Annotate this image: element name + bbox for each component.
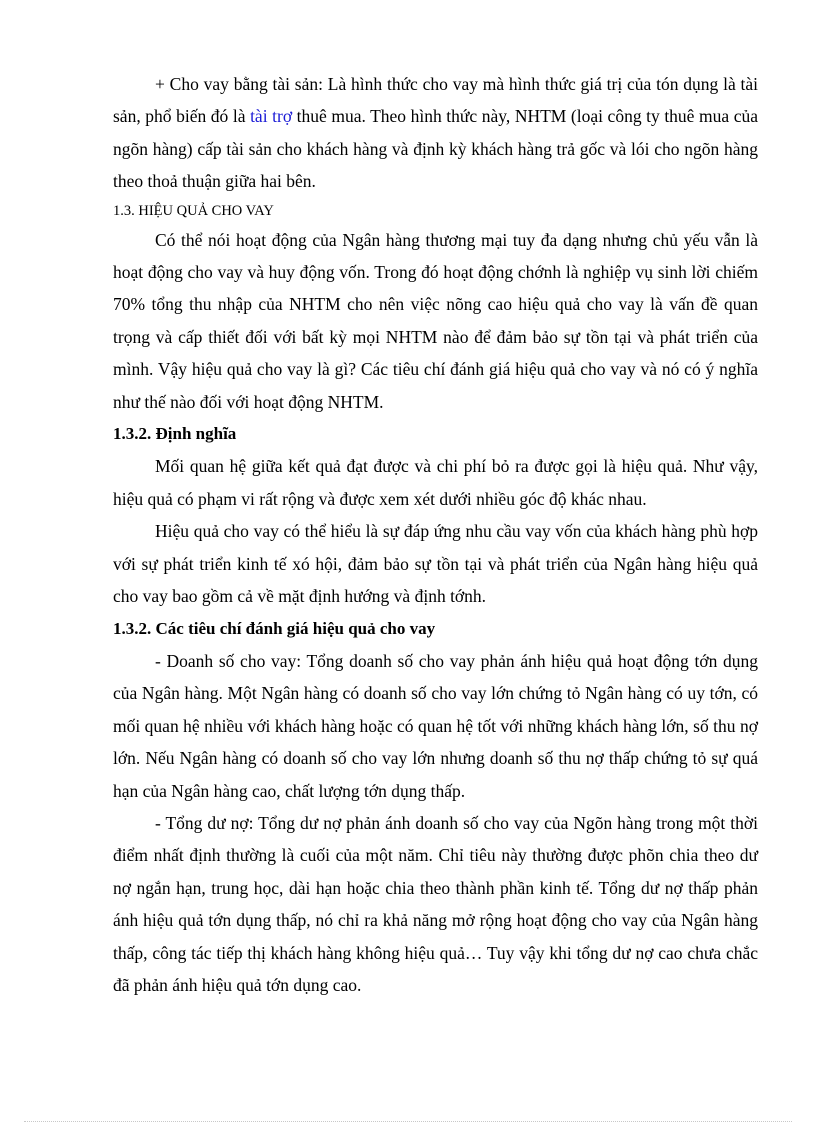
paragraph-tong-du-no: - Tổng dư nợ: Tổng dư nợ phản ánh doanh số cho vay của Ngõn hàng trong một thời điểm nhất định thường là cuối của một năm. Chỉ tiêu này thường được phõn chia theo dư nợ ngắn hạn, trung học, dài hạn hoặc chia theo thành phần kinh tế. Tổng dư nợ thấp phản ánh hiệu quả tớn dụng thấp, nó chỉ ra khả năng mở rộng hoạt động cho vay của Ngân hàng thấp, công tác tiếp thị khách hàng không hiệu quả… Tuy vậy khi tổng dư nợ cao chưa chắc đã phản ánh hiệu quả tớn dụng cao. (113, 812, 758, 995)
paragraph-intro: Có thể nói hoạt động của Ngân hàng thương mại tuy đa dạng nhưng chủ yếu vẫn là hoạt động cho vay và huy động vốn. Trong đó hoạt động chớnh là nghiệp vụ sinh lời chiếm 70% tổng thu nhập của NHTM cho nên việc nõng cao hiệu quả cho vay là vấn đề quan trọng và cấp thiết đối với bất kỳ mọi NHTM nào để đảm bảo sự tồn tại và phát triển của mình. Vậy hiệu quả cho vay là gì? Các tiêu chí đánh giá hiệu quả cho vay và nó có ý nghĩa như thế nào đối với hoạt động NHTM. (113, 229, 758, 412)
tai-tro-link[interactable]: tài trợ (250, 106, 293, 127)
subsection-heading-dinh-nghia: 1.3.2. Định nghĩa (113, 424, 237, 444)
document-page (113, 68, 758, 1001)
page-bottom-divider (24, 1121, 792, 1122)
paragraph-text-end: thuê mua. Theo hình thức này, NHTM (loại công ty thuê mua của ngõn hàng) cấp tài sản cho khách hàng và định kỳ khách hàng trả gốc và lói cho ngõn hàng theo thoả thuận giữa hai bên. (113, 106, 759, 192)
subsection-heading-tieu-chi: 1.3.2. Các tiêu chí đánh giá hiệu quả cho vay (113, 618, 436, 638)
paragraph-loan-efficiency: Hiệu quả cho vay có thể hiểu là sự đáp ứng nhu cầu vay vốn của khách hàng phù hợp với sự phát triển kinh tế xó hội, đảm bảo sự tồn tại và phát triển của Ngân hàng hiệu quả cho vay bao gồm cả về mặt định hướng và định tớnh. (113, 521, 758, 607)
paragraph-definition: Mối quan hệ giữa kết quả đạt được và chi phí bỏ ra được gọi là hiệu quả. Như vậy, hiệu quả có phạm vi rất rộng và được xem xét dưới nhiều góc độ khác nhau. (113, 456, 758, 509)
paragraph-text-start: + Cho vay bằng tài sản: Là hình thức cho vay mà hình thức giá trị của tón dụng là tài sản, phổ biến đó là (113, 74, 758, 127)
section-heading-hieu-qua-cho-vay: 1.3. HIỆU QUẢ CHO VAY (113, 202, 274, 219)
paragraph-cho-vay-bang-tai-san (113, 68, 758, 198)
paragraph-doanh-so-cho-vay: - Doanh số cho vay: Tổng doanh số cho vay phản ánh hiệu quả hoạt động tớn dụng của Ngân hàng. Một Ngân hàng có doanh số cho vay lớn chứng tỏ Ngân hàng có uy tớn, có mối quan hệ nhiều với khách hàng hoặc có quan hệ tốt với những khách hàng lớn, số thu nợ lớn. Nếu Ngân hàng có doanh số cho vay lớn nhưng doanh số thu nợ thấp chứng tỏ sự quá hạn của Ngân hàng cao, chất lượng tớn dụng thấp. (113, 650, 758, 801)
